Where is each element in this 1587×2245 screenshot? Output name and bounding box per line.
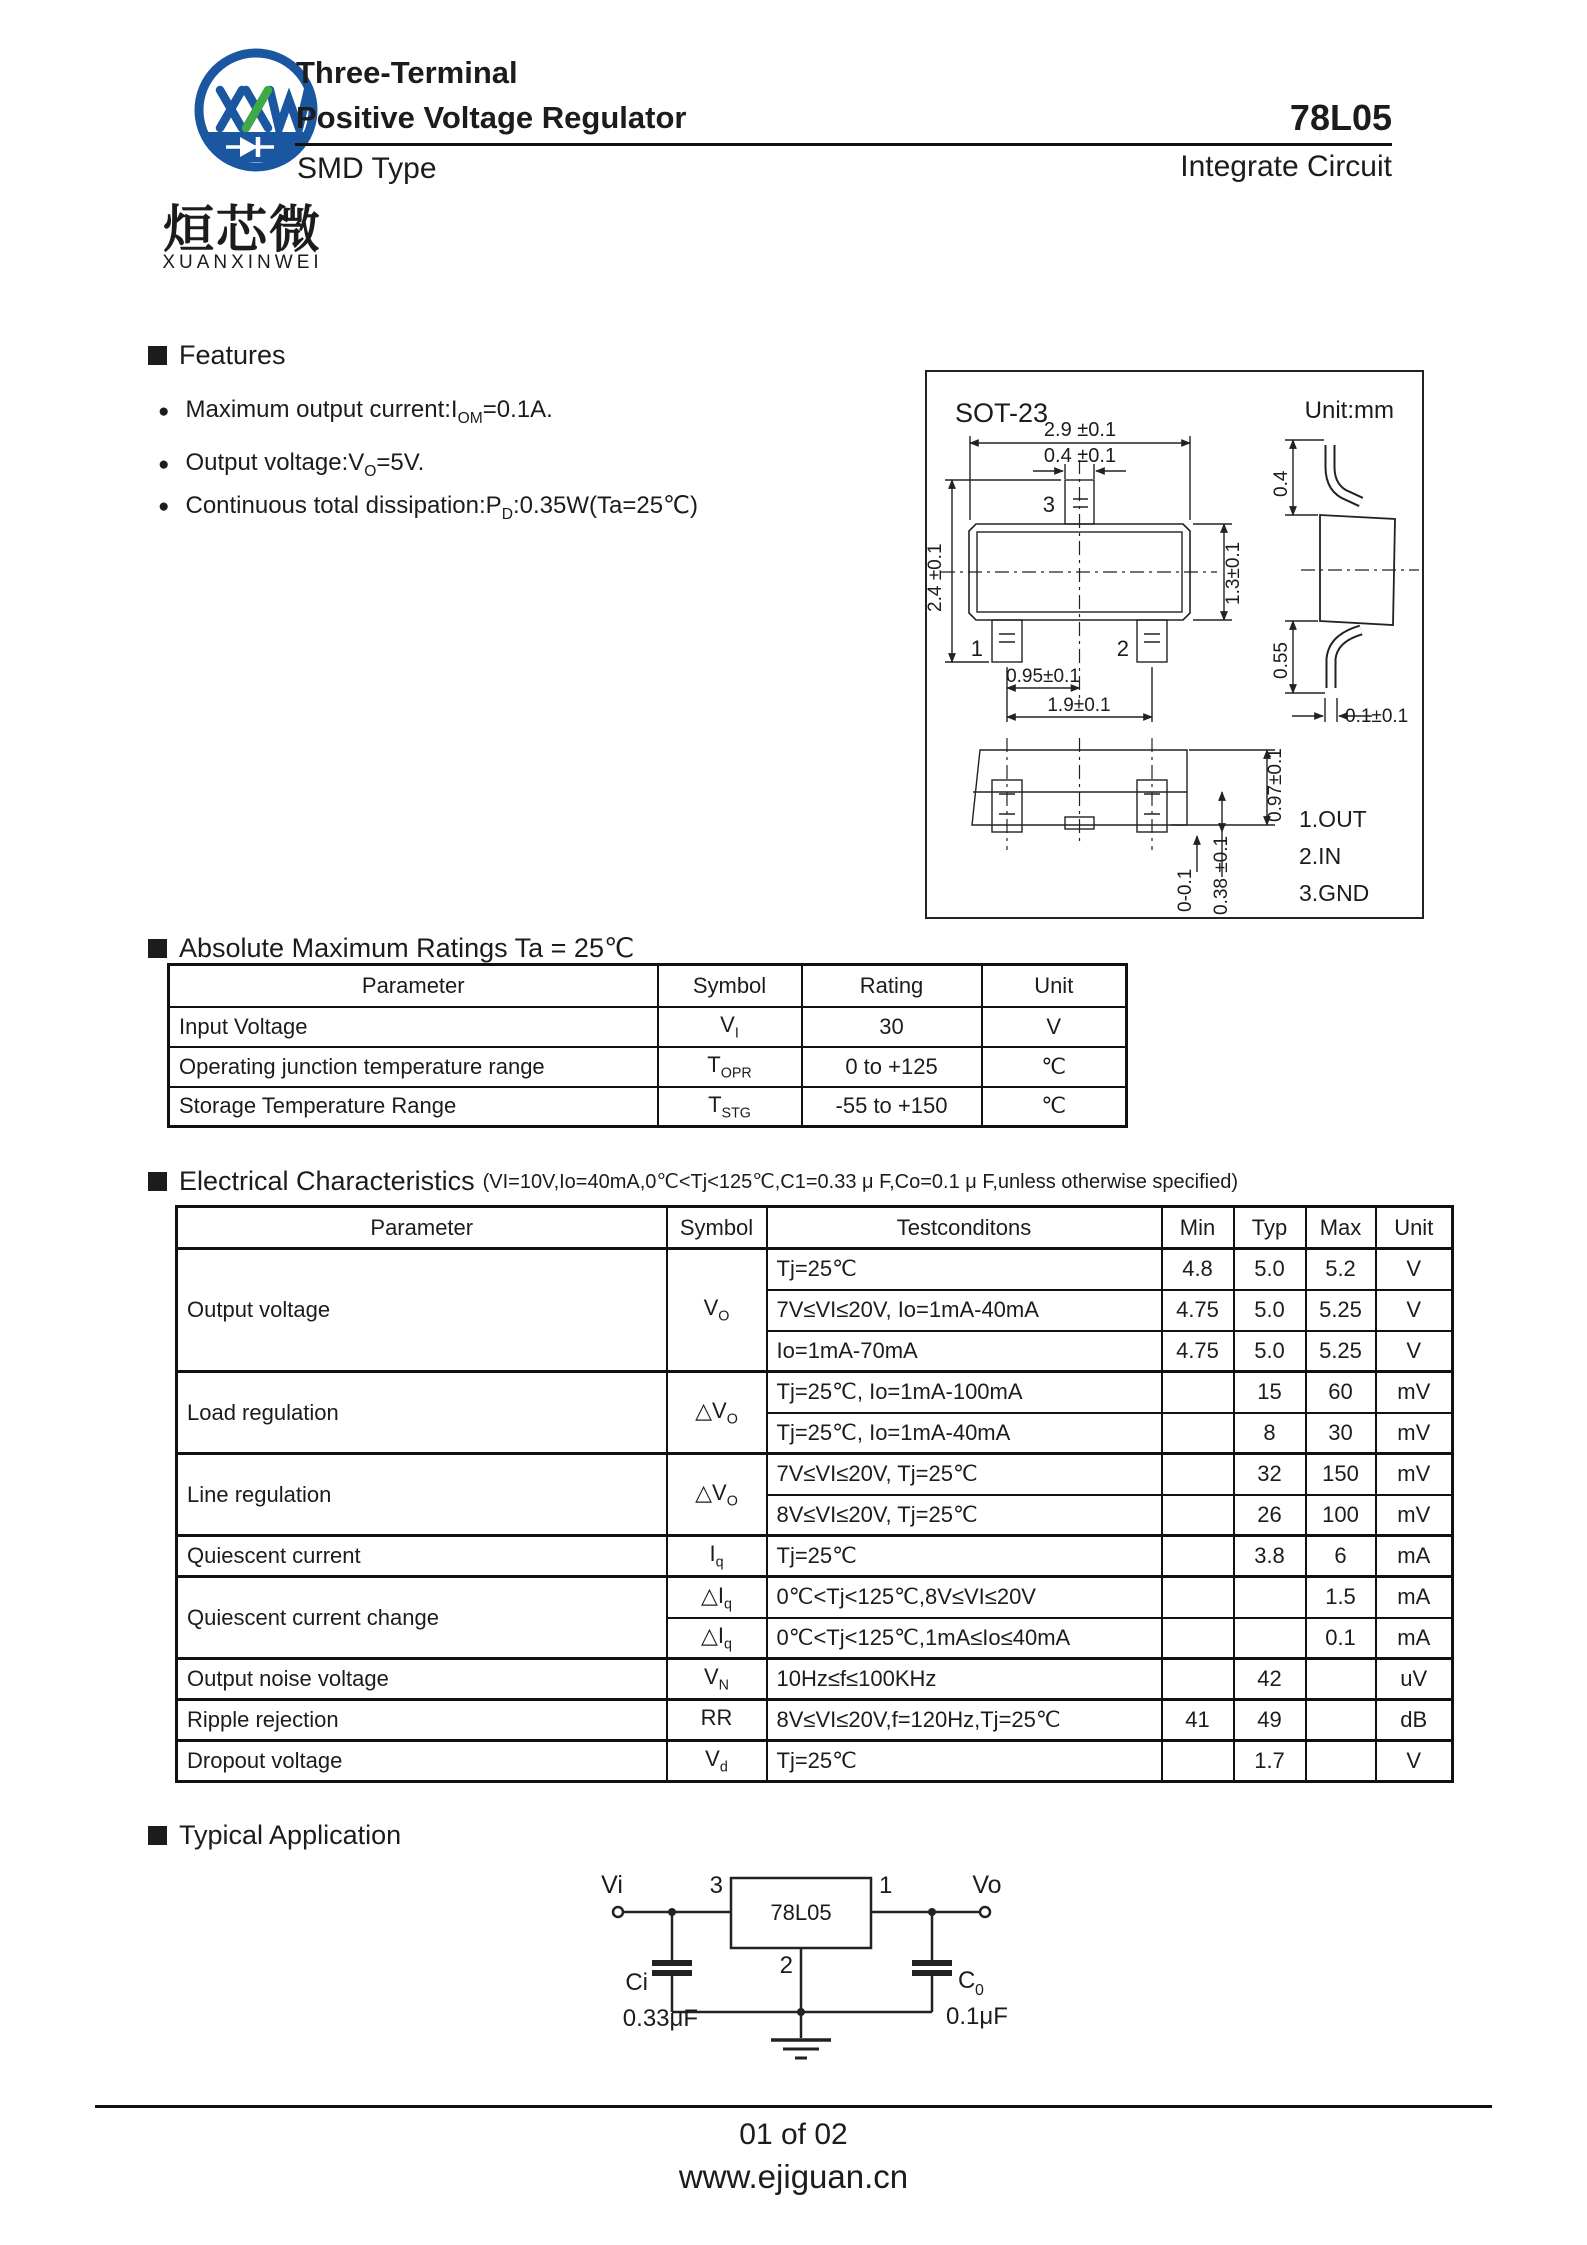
unit-cell: mV <box>1376 1413 1453 1454</box>
input-capacitor-icon <box>652 1963 692 1973</box>
typ-cell: 42 <box>1234 1659 1306 1700</box>
min-cell <box>1162 1536 1234 1577</box>
bullet-icon: ● <box>158 400 170 422</box>
typ-cell: 5.0 <box>1234 1331 1306 1372</box>
symbol-cell: $V_I$ <box>658 1007 802 1047</box>
feature-text: Continuous total $dissipation:P_D:0.35W(Ta=25℃)$ <box>185 492 698 523</box>
typ-cell: 15 <box>1234 1372 1306 1413</box>
max-cell: 0.1 <box>1306 1618 1376 1659</box>
cond-cell: Io=1mA-70mA <box>767 1331 1162 1372</box>
min-cell <box>1162 1659 1234 1700</box>
cout-name: C <box>958 1967 976 1994</box>
param-cell: Storage Temperature Range <box>169 1087 658 1127</box>
typ-cell: 32 <box>1234 1454 1306 1495</box>
col-max: Max <box>1306 1207 1376 1249</box>
dim-pkg-height: 0.97±0.1 <box>1265 748 1286 822</box>
dim-lead-width: 0.4 ±0.1 <box>1043 445 1117 467</box>
col-symbol: Symbol <box>658 965 802 1007</box>
unit-cell: mA <box>1376 1618 1453 1659</box>
elec-body <box>177 1249 1453 1782</box>
min-cell <box>1162 1741 1234 1782</box>
regulator-label: 78L05 <box>770 1900 832 1925</box>
typ-cell: 5.0 <box>1234 1249 1306 1290</box>
rating-cell: 30 <box>802 1007 982 1047</box>
symbol-cell: $\triangle I_q$ <box>667 1618 767 1659</box>
feature-text: Maximum output $current:I_{OM}=0.1A$. <box>185 396 553 427</box>
col-testconditions: Testconditons <box>767 1207 1162 1249</box>
unit-cell: V <box>982 1007 1127 1047</box>
typ-cell: 1.7 <box>1234 1741 1306 1782</box>
cond-cell: 8V≤VI≤20V, Tj=25℃ <box>767 1495 1162 1536</box>
output-terminal <box>980 1907 990 1917</box>
package-type-label: SMD Type <box>297 152 437 185</box>
unit-cell: V <box>1376 1249 1453 1290</box>
col-unit: Unit <box>1376 1207 1453 1249</box>
symbol-cell: $V_N$ <box>667 1659 767 1700</box>
table-row <box>177 1249 1453 1290</box>
elec-heading <box>148 1166 1238 1197</box>
pin-name-list <box>1299 806 1369 906</box>
unit-cell: dB <box>1376 1700 1453 1741</box>
symbol-cell: $T_{OPR}$ <box>658 1047 802 1087</box>
cond-cell: Tj=25℃ <box>767 1536 1162 1577</box>
ground-icon <box>771 2040 831 2058</box>
typ-cell: 49 <box>1234 1700 1306 1741</box>
section-marker-icon <box>148 346 167 365</box>
abs-max-body <box>169 1007 1127 1127</box>
cond-cell: 10Hz≤f≤100KHz <box>767 1659 1162 1700</box>
unit-cell: V <box>1376 1331 1453 1372</box>
typ-cell <box>1234 1577 1306 1618</box>
col-min: Min <box>1162 1207 1234 1249</box>
pin1-name: 1.OUT <box>1299 806 1367 832</box>
unit-cell: mA <box>1376 1536 1453 1577</box>
bullet-icon: ● <box>158 496 170 518</box>
dim-lead-top: 0.4 <box>1271 470 1292 497</box>
logo-chinese-name: 烜芯微 <box>162 201 322 258</box>
elec-table <box>175 1205 1454 1783</box>
symbol-cell: RR <box>667 1700 767 1741</box>
section-marker-icon <box>148 1826 167 1845</box>
pin3-label: 3 <box>1042 492 1055 517</box>
col-parameter: Parameter <box>169 965 658 1007</box>
features-heading <box>148 340 286 371</box>
table-row <box>177 1454 1453 1495</box>
min-cell <box>1162 1372 1234 1413</box>
unit-cell: ℃ <box>982 1047 1127 1087</box>
feature-item <box>158 396 553 428</box>
col-symbol: Symbol <box>667 1207 767 1249</box>
elec-head <box>177 1207 1453 1249</box>
param-cell: Quiescent current change <box>177 1577 667 1659</box>
table-header-row <box>169 965 1127 1007</box>
elec-heading-label: Electrical Characteristics <box>179 1166 475 1196</box>
pin2-name: 2.IN <box>1299 843 1342 869</box>
table-row <box>177 1700 1453 1741</box>
abs-max-heading-label: Absolute Maximum Ratings Ta = 25℃ <box>179 933 635 963</box>
symbol-cell: $\triangle I_q$ <box>667 1577 767 1618</box>
junction-dot <box>928 1908 936 1916</box>
package-drawing-box <box>925 370 1424 919</box>
param-cell: Dropout voltage <box>177 1741 667 1782</box>
vin-label: Vi <box>601 1871 623 1899</box>
col-parameter: Parameter <box>177 1207 667 1249</box>
unit-label: Unit:mm <box>1304 397 1394 424</box>
input-terminal <box>613 1907 623 1917</box>
side-view <box>1271 440 1419 727</box>
bullet-icon: ● <box>158 453 170 475</box>
max-cell: 6 <box>1306 1536 1376 1577</box>
abs-max-table <box>167 963 1128 1128</box>
col-typ: Typ <box>1234 1207 1306 1249</box>
cond-cell: Tj=25℃, Io=1mA-100mA <box>767 1372 1162 1413</box>
max-cell: 60 <box>1306 1372 1376 1413</box>
table-row <box>177 1741 1453 1782</box>
doc-title-line1: Three-Terminal <box>296 55 518 90</box>
max-cell: 100 <box>1306 1495 1376 1536</box>
col-rating: Rating <box>802 965 982 1007</box>
package-drawing <box>927 372 1422 917</box>
features-heading-label: Features <box>179 340 286 370</box>
pin1-label: 1 <box>970 636 983 661</box>
table-row <box>177 1536 1453 1577</box>
page-number: 01 of 02 <box>739 2118 848 2151</box>
param-cell: Quiescent current <box>177 1536 667 1577</box>
unit-cell: mA <box>1376 1577 1453 1618</box>
param-cell: Line regulation <box>177 1454 667 1536</box>
rating-cell: 0 to +125 <box>802 1047 982 1087</box>
symbol-cell: $V_O$ <box>667 1249 767 1372</box>
max-cell: 30 <box>1306 1413 1376 1454</box>
cond-cell: Tj=25℃, Io=1mA-40mA <box>767 1413 1162 1454</box>
rating-cell: -55 to +150 <box>802 1087 982 1127</box>
table-row <box>177 1659 1453 1700</box>
abs-max-heading <box>148 933 634 964</box>
cout-name-sub: 0 <box>975 1982 984 1999</box>
vout-label: Vo <box>972 1871 1002 1899</box>
dim-body-width: 2.9 ±0.1 <box>1043 419 1117 441</box>
junction-dot <box>668 1908 676 1916</box>
min-cell: 4.8 <box>1162 1249 1234 1290</box>
max-cell: 5.2 <box>1306 1249 1376 1290</box>
part-number: 78L05 <box>1289 97 1392 138</box>
front-view <box>927 419 1244 722</box>
symbol-cell: $V_d$ <box>667 1741 767 1782</box>
col-unit: Unit <box>982 965 1127 1007</box>
cond-cell: 7V≤VI≤20V, Io=1mA-40mA <box>767 1290 1162 1331</box>
min-cell <box>1162 1495 1234 1536</box>
min-cell: 4.75 <box>1162 1290 1234 1331</box>
cond-cell: Tj=25℃ <box>767 1741 1162 1782</box>
max-cell <box>1306 1741 1376 1782</box>
cond-cell: 7V≤VI≤20V, Tj=25℃ <box>767 1454 1162 1495</box>
max-cell <box>1306 1659 1376 1700</box>
typ-cell: 3.8 <box>1234 1536 1306 1577</box>
min-cell <box>1162 1454 1234 1495</box>
output-capacitor-icon <box>912 1963 952 1973</box>
table-row <box>169 1047 1127 1087</box>
cond-cell: Tj=25℃ <box>767 1249 1162 1290</box>
table-row <box>177 1372 1453 1413</box>
elec-conditions: (VI=10V,Io=40mA,0℃<Tj<125℃,C1=0.33 μ F,Co=0.1 μ F,unless otherwise specified) <box>482 1171 1238 1193</box>
dim-lead-bottom: 0.55 <box>1271 642 1292 679</box>
min-cell: 41 <box>1162 1700 1234 1741</box>
section-marker-icon <box>148 939 167 958</box>
param-cell: Operating junction temperature range <box>169 1047 658 1087</box>
pin3-name: 3.GND <box>1299 880 1370 906</box>
pin3-label: 3 <box>709 1872 723 1899</box>
symbol-cell: $\triangle V_O$ <box>667 1372 767 1454</box>
dim-foot: 0.1±0.1 <box>1345 706 1409 727</box>
dim-lead-thickness: 0.38 ±0.1 <box>1211 835 1232 915</box>
feature-text: Output $voltage:V_O=5V$. <box>185 449 425 480</box>
cond-cell: 8V≤VI≤20V,f=120Hz,Tj=25℃ <box>767 1700 1162 1741</box>
dim-standoff: 0-0.1 <box>1175 868 1196 912</box>
min-cell <box>1162 1413 1234 1454</box>
symbol-cell: $T_{STG}$ <box>658 1087 802 1127</box>
cond-cell: 0℃<Tj<125℃,8V≤VI≤20V <box>767 1577 1162 1618</box>
unit-cell: uV <box>1376 1659 1453 1700</box>
section-marker-icon <box>148 1172 167 1191</box>
typ-cell: 5.0 <box>1234 1290 1306 1331</box>
param-cell: Input Voltage <box>169 1007 658 1047</box>
param-cell: Output voltage <box>177 1249 667 1372</box>
feature-item <box>158 491 698 524</box>
pin2-label: 2 <box>1116 636 1129 661</box>
dim-lead-pitch: 0.95±0.1 <box>1006 666 1080 687</box>
pin2-label: 2 <box>779 1952 793 1979</box>
cin-name: Ci <box>625 1969 648 1996</box>
feature-item <box>158 449 424 481</box>
cin-value: 0.33μF <box>622 2005 698 2032</box>
unit-cell: mV <box>1376 1372 1453 1413</box>
unit-cell: ℃ <box>982 1087 1127 1127</box>
logo-roman-name: XUANXINWEI <box>162 252 323 273</box>
param-cell: Ripple rejection <box>177 1700 667 1741</box>
dim-total-height: 2.4 ±0.1 <box>927 543 946 612</box>
cond-cell: 0℃<Tj<125℃,1mA≤Io≤40mA <box>767 1618 1162 1659</box>
unit-cell: mV <box>1376 1495 1453 1536</box>
max-cell: 1.5 <box>1306 1577 1376 1618</box>
unit-cell: V <box>1376 1290 1453 1331</box>
cout-value: 0.1μF <box>946 2003 1008 2030</box>
param-cell: Output noise voltage <box>177 1659 667 1700</box>
application-circuit <box>560 1868 1060 2103</box>
table-row <box>169 1087 1127 1127</box>
min-cell <box>1162 1618 1234 1659</box>
typ-cell: 26 <box>1234 1495 1306 1536</box>
dim-body-height: 1.3±0.1 <box>1223 541 1244 605</box>
circuit-type-label: Integrate Circuit <box>1180 150 1392 183</box>
max-cell: 5.25 <box>1306 1290 1376 1331</box>
min-cell: 4.75 <box>1162 1331 1234 1372</box>
symbol-cell: $I_q$ <box>667 1536 767 1577</box>
doc-title-line2: Positive Voltage Regulator <box>296 100 687 135</box>
min-cell <box>1162 1577 1234 1618</box>
max-cell: 5.25 <box>1306 1331 1376 1372</box>
pin1-label: 1 <box>879 1872 893 1899</box>
symbol-cell: $\triangle V_O$ <box>667 1454 767 1536</box>
unit-cell: V <box>1376 1741 1453 1782</box>
unit-cell: mV <box>1376 1454 1453 1495</box>
table-row <box>169 1007 1127 1047</box>
package-name: SOT-23 <box>955 398 1049 428</box>
table-row <box>177 1577 1453 1618</box>
website: www.ejiguan.cn <box>678 2158 909 2195</box>
bottom-view <box>972 738 1286 915</box>
param-cell: Load regulation <box>177 1372 667 1454</box>
typ-cell: 8 <box>1234 1413 1306 1454</box>
table-header-row <box>177 1207 1453 1249</box>
application-heading-label: Typical Application <box>179 1820 402 1850</box>
dim-lead-span: 1.9±0.1 <box>1047 695 1111 716</box>
junction-dot <box>797 2008 805 2016</box>
max-cell <box>1306 1700 1376 1741</box>
abs-max-head <box>169 965 1127 1007</box>
typ-cell <box>1234 1618 1306 1659</box>
max-cell: 150 <box>1306 1454 1376 1495</box>
footer-divider <box>95 2105 1492 2108</box>
application-heading <box>148 1820 401 1851</box>
title-divider <box>295 143 1392 146</box>
